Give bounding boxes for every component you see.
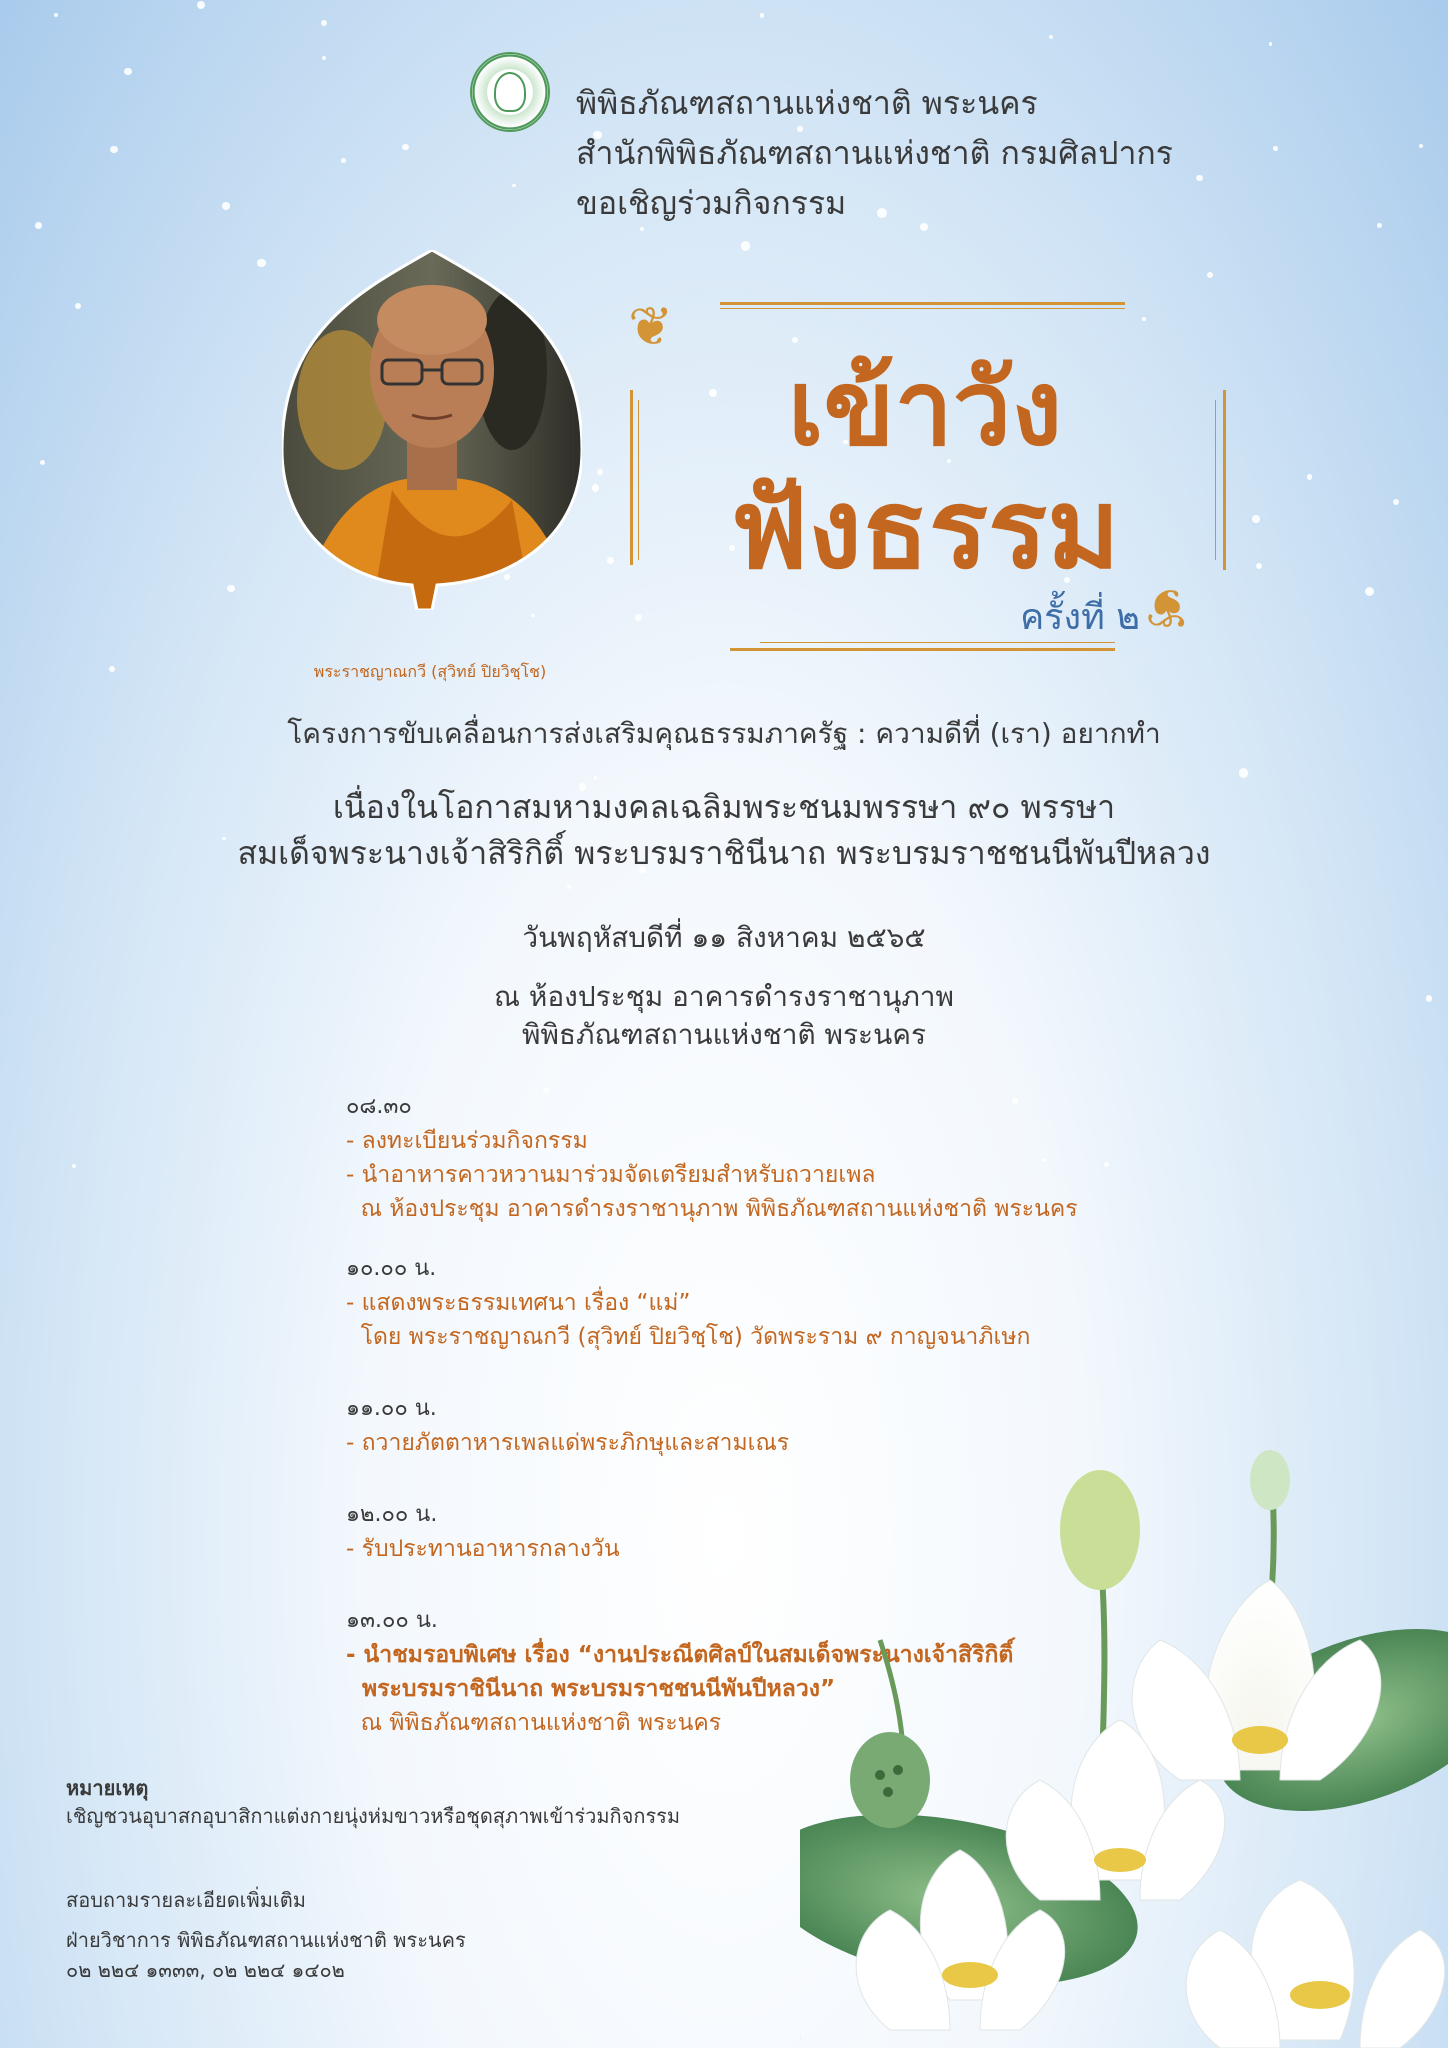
note-text: เชิญชวนอุบาสกอุบาสิกาแต่งกายนุ่งห่มขาวหรือชุดสุภาพเข้าร่วมกิจกรรม [66,1804,681,1828]
snow-dot [741,241,751,251]
snow-dot [597,469,603,475]
occasion-block [150,784,1298,876]
museum-seal-logo [470,52,550,132]
snow-dot [402,144,409,151]
snow-dot [40,460,45,465]
schedule-time: ๐๘.๓๐ [346,1094,412,1119]
snow-dot [1377,223,1382,228]
snow-dot [72,1164,76,1168]
snow-dot [1049,35,1053,39]
title-line-1: เข้าวัง [787,347,1063,469]
venue-line-1: ณ ห้องประชุม อาคารดำรงราชานุภาพ [494,980,954,1013]
snow-dot [1142,317,1146,321]
schedule-time: ๑๑.๐๐ น. [346,1396,437,1421]
snow-dot [321,20,327,26]
schedule-item: - แสดงพระธรรมเทศนา เรื่อง “แม่” [346,1290,691,1316]
snow-dot [635,614,642,621]
snow-dot [197,1,206,10]
snow-dot [607,557,614,564]
contact-department: ฝ่ายวิชาการ พิพิธภัณฑสถานแห่งชาติ พระนคร [66,1928,466,1952]
lotus-flowers-image [800,1440,1448,2048]
snow-dot [1239,768,1248,777]
snow-dot [35,222,42,229]
snow-dot [1273,146,1278,151]
snow-dot [341,158,346,163]
snow-dot [592,484,599,491]
schedule-item: โดย พระราชญาณกวี (สุวิทย์ ปิยวิชฺโช) วัดพระราม ๙ กาญจนาภิเษก [346,1324,1031,1350]
title-line-2: ฟังธรรม [730,465,1120,593]
thai-ornament-icon: ❦ [1145,576,1191,639]
snow-dot [1365,587,1374,596]
snow-dot [109,666,115,672]
event-date: วันพฤหัสบดีที่ ๑๑ สิงหาคม ๒๕๖๕ [522,921,926,954]
snow-dot [1269,42,1273,46]
snow-dot [760,13,764,17]
snow-dot [531,614,534,617]
snow-dot [1196,175,1203,182]
project-name: โครงการขับเคลื่อนการส่งเสริมคุณธรรมภาครัฐ : ความดีที่ (เรา) อยากทำ [287,717,1161,750]
venue-line-2: พิพิธภัณฑสถานแห่งชาติ พระนคร [521,1018,927,1051]
occasion-line-1: เนื่องในโอกาสมหามงคลเฉลิมพระชนมพรรษา ๙๐ พรรษา [332,788,1116,826]
title-subtitle: ครั้งที่ ๒ [1020,597,1140,638]
schedule-time: ๑๓.๐๐ น. [346,1608,438,1633]
schedule-slot [346,1252,1246,1354]
thai-ornament-icon: ❦ [628,295,674,358]
snow-dot [1393,499,1399,505]
snow-dot [567,885,572,890]
portrait-caption: พระราชญาณกวี (สุวิทย์ ปิยวิชฺโช) [313,662,547,681]
snow-dot [222,202,230,210]
schedule-time: ๑๒.๐๐ น. [346,1502,438,1527]
header-line-1: พิพิธภัณฑสถานแห่งชาติ พระนคร [576,84,1038,122]
schedule-slot [346,1090,1246,1226]
snow-dot [512,184,515,187]
schedule-item: - ลงทะเบียนร่วมกิจกรรม [346,1128,588,1154]
header-line-3: ขอเชิญร่วมกิจกรรม [576,184,847,222]
snow-dot [1252,515,1260,523]
snow-dot [1426,995,1433,1002]
snow-dot [1207,272,1213,278]
schedule-item: - นำอาหารคาวหวานมาร่วมจัดเตรียมสำหรับถวายเพล [346,1162,876,1188]
schedule-item: - ถวายภัตตาหารเพลแด่พระภิกษุและสามเณร [346,1430,790,1456]
snow-dot [227,585,235,593]
header-line-2: สำนักพิพิธภัณฑสถานแห่งชาติ กรมศิลปากร [576,134,1173,172]
snow-dot [124,68,131,75]
snow-dot [110,146,118,154]
schedule-item: ณ ห้องประชุม อาคารดำรงราชานุภาพ พิพิธภัณฑสถานแห่งชาติ พระนคร [346,1196,1078,1222]
snow-dot [54,13,58,17]
venue-block [150,978,1298,1054]
snow-dot [1419,144,1423,148]
snow-dot [1256,563,1262,569]
contact-phone: ๐๒ ๒๒๔ ๑๓๓๓, ๐๒ ๒๒๔ ๑๔๐๒ [66,1958,345,1982]
note-heading: หมายเหตุ [66,1776,149,1800]
schedule-item: - นำชมรอบพิเศษ เรื่อง “งานประณีตศิลป์ในสมเด็จพระนางเจ้าสิริกิติ์ [346,1642,1014,1668]
occasion-line-2: สมเด็จพระนางเจ้าสิริกิติ์ พระบรมราชินีนาถ พระบรมราชชนนีพันปีหลวง [237,834,1211,872]
schedule-item: ณ พิพิธภัณฑสถานแห่งชาติ พระนคร [346,1710,722,1736]
schedule-item: - รับประทานอาหารกลางวัน [346,1536,620,1562]
snow-dot [322,56,326,60]
snow-dot [75,303,81,309]
schedule-time: ๑๐.๐๐ น. [346,1256,437,1281]
monk-portrait-image [282,250,582,610]
snow-dot [792,337,798,343]
snow-dot [1307,474,1312,479]
snow-dot [594,776,597,779]
schedule-item: พระบรมราชินีนาถ พระบรมราชชนนีพันปีหลวง” [346,1676,836,1702]
snow-dot [257,259,266,268]
contact-heading: สอบถามรายละเอียดเพิ่มเติม [66,1888,306,1912]
header-block [576,78,1173,228]
